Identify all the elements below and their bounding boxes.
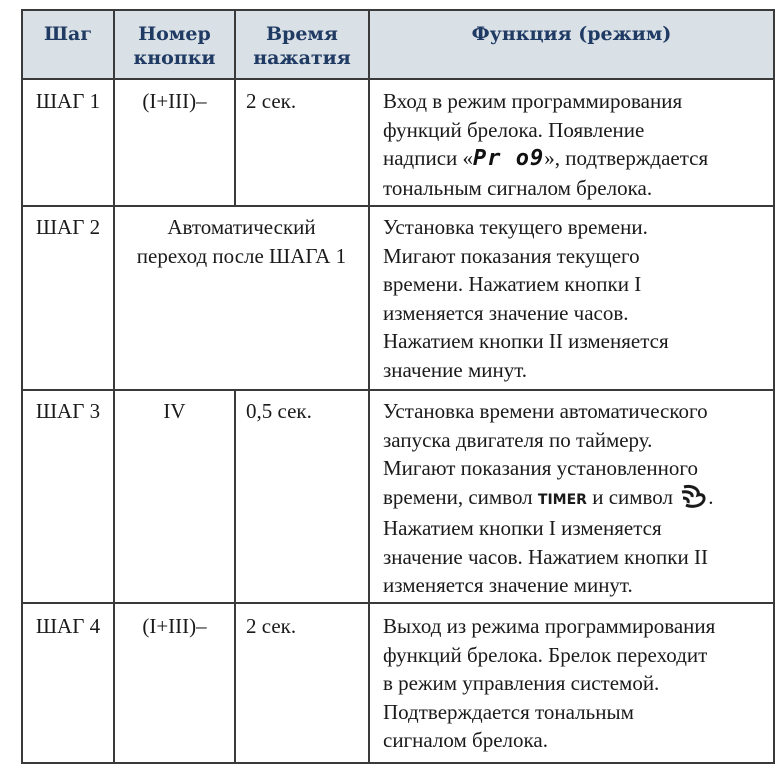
row1-function-text-2: », подтверждается тональным сигналом брелока. [383, 146, 709, 200]
grid-line [21, 9, 23, 764]
grid-line [21, 205, 775, 207]
row1-function [383, 87, 771, 202]
header-step: Шаг [43, 23, 93, 45]
row3-button: IV [163, 399, 186, 423]
grid-line [368, 9, 370, 764]
row4-step: ШАГ 4 [35, 614, 101, 638]
row1-function-text: Вход в режим программирования функций брелока. Появление надписи « [383, 89, 683, 170]
row2-merged: Автоматический переход после ШАГА 1 [136, 215, 347, 268]
grid-line [21, 9, 775, 11]
grid-line [21, 78, 775, 80]
row3-function-text-2: времени, символ [383, 484, 538, 509]
row3-function-text-3: и символ [586, 484, 679, 509]
row2-step: ШАГ 2 [35, 215, 101, 239]
grid-line [21, 389, 775, 391]
header-press-time: Время нажатия [253, 23, 351, 69]
row1-step: ШАГ 1 [35, 89, 101, 113]
row3-time: 0,5 сек. [246, 399, 312, 423]
row3-function-text-4: . [708, 484, 714, 509]
header-button-number: Номер кнопки [133, 23, 216, 69]
grid-line [21, 602, 775, 604]
row1-time: 2 сек. [246, 89, 297, 113]
row2-function: Установка текущего времени. Мигают показания текущего времени. Нажатием кнопки I изменяется значение часов. Нажатием кнопки II изменяется значение минут. [383, 215, 669, 382]
grid-line [234, 389, 236, 764]
engine-start-symbol-icon [678, 483, 708, 509]
row3-function-text: Установка времени автоматического запуска двигателя по таймеру. Мигают показания установленного [383, 399, 708, 480]
grid-line [773, 9, 775, 764]
timer-label: TIMER [537, 491, 587, 508]
row4-function: Выход из режима программирования функций брелока. Брелок переходит в режим управления системой. Подтверждается тональным сигналом брелока. [383, 614, 716, 752]
grid-line [113, 9, 115, 764]
row4-button: (I+III)– [142, 614, 207, 638]
display-text-prog: Pr o9 [473, 146, 545, 171]
row3-function-text-5: Нажатием кнопки I изменяется значение часов. Нажатием кнопки II изменяется значение минут. [383, 516, 708, 597]
header-function: Функция (режим) [471, 23, 672, 45]
grid-line [21, 762, 775, 764]
row3-step: ШАГ 3 [35, 399, 101, 423]
row1-button: (I+III)– [142, 89, 207, 113]
row3-function [383, 397, 771, 600]
row4-time: 2 сек. [246, 614, 297, 638]
